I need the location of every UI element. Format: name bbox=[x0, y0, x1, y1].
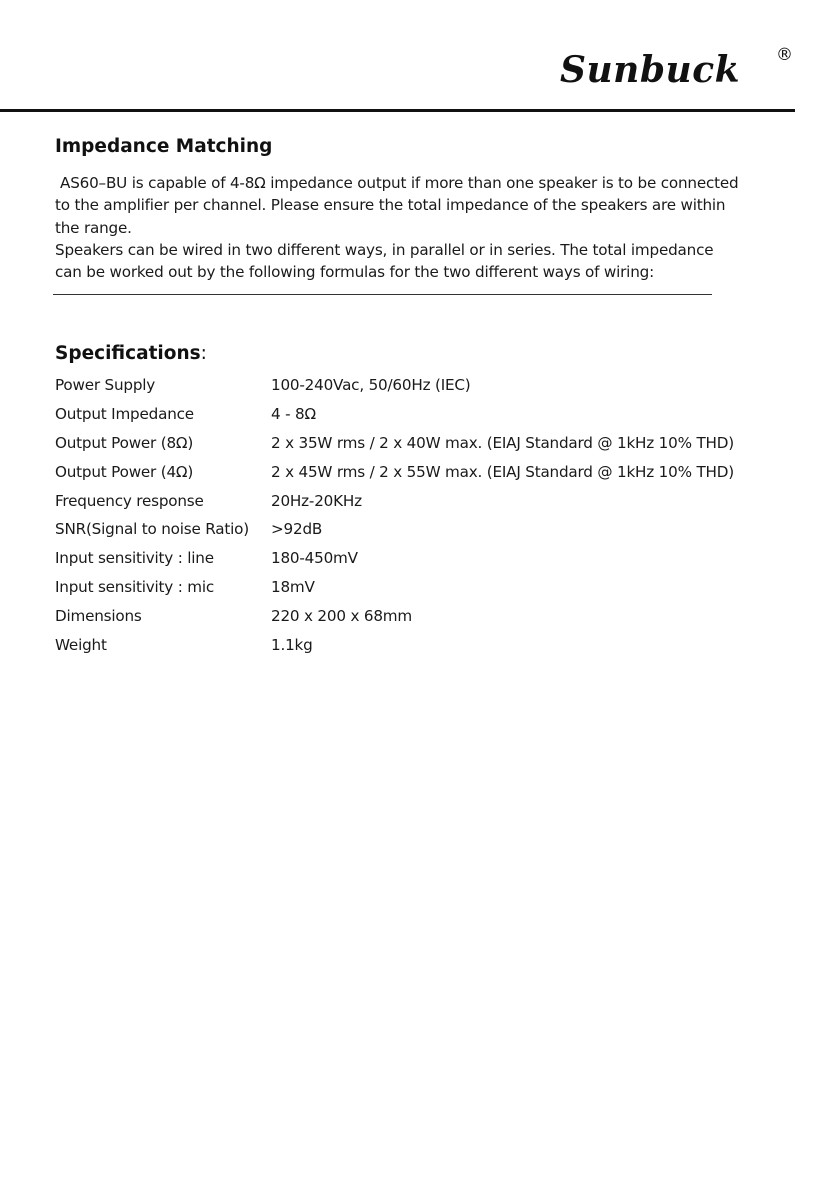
spec-label: Input sensitivity : mic bbox=[55, 578, 215, 597]
spec-value: 1.1kg bbox=[271, 636, 313, 655]
header-rule bbox=[0, 109, 795, 112]
spec-value: 180-450mV bbox=[271, 549, 358, 568]
spec-row bbox=[55, 432, 775, 461]
specifications-title-colon: : bbox=[200, 343, 207, 364]
spec-label: SNR(Signal to noise Ratio) bbox=[55, 520, 249, 539]
specifications-table bbox=[55, 374, 775, 663]
spec-row bbox=[55, 374, 775, 403]
spec-label: Dimensions bbox=[55, 607, 142, 626]
brand-logo: Sunbuck bbox=[560, 49, 741, 91]
spec-label: Output Power (8Ω) bbox=[55, 433, 194, 452]
spec-row bbox=[55, 461, 775, 490]
spec-row bbox=[55, 547, 775, 576]
paragraph-line: the range. bbox=[55, 218, 132, 237]
spec-row bbox=[55, 490, 775, 519]
registered-mark: ® bbox=[776, 45, 793, 65]
impedance-title: Impedance Matching bbox=[55, 136, 273, 157]
spec-row bbox=[55, 518, 775, 547]
spec-value: >92dB bbox=[271, 520, 323, 539]
spec-row bbox=[55, 634, 775, 663]
spec-label: Frequency response bbox=[55, 491, 204, 510]
spec-label: Output Power (4Ω) bbox=[55, 462, 194, 481]
spec-value: 100-240Vac, 50/60Hz (IEC) bbox=[271, 376, 471, 394]
spec-value: 220 x 200 x 68mm bbox=[271, 607, 412, 626]
spec-label: Output Impedance bbox=[55, 404, 194, 423]
impedance-paragraph bbox=[55, 172, 785, 283]
spec-label: Input sensitivity : line bbox=[55, 549, 214, 568]
spec-value: 20Hz-20KHz bbox=[271, 491, 362, 510]
paragraph-line: Speakers can be wired in two different ways, in parallel or in series. The total impedance bbox=[55, 240, 714, 259]
spec-row bbox=[55, 403, 775, 432]
spec-row bbox=[55, 576, 775, 605]
specifications-title bbox=[55, 345, 207, 364]
paragraph-line: can be worked out by the following formulas for the two different ways of wiring: bbox=[55, 263, 654, 282]
paragraph-line: to the amplifier per channel. Please ensure the total impedance of the speakers are within bbox=[55, 196, 726, 215]
specifications-title-text: Specifications bbox=[55, 343, 201, 364]
spec-label: Power Supply bbox=[55, 376, 156, 394]
spec-value: 4 - 8Ω bbox=[271, 404, 316, 423]
spec-value: 2 x 35W rms / 2 x 40W max. (EIAJ Standard @ 1kHz 10% THD) bbox=[271, 433, 734, 452]
spec-label: Weight bbox=[55, 636, 107, 655]
spec-value: 2 x 45W rms / 2 x 55W max. (EIAJ Standard @ 1kHz 10% THD) bbox=[271, 462, 734, 481]
paragraph-line: AS60–BU is capable of 4-8Ω impedance output if more than one speaker is to be connected bbox=[60, 174, 739, 192]
section-divider bbox=[53, 294, 712, 295]
spec-value: 18mV bbox=[271, 578, 315, 597]
spec-row bbox=[55, 605, 775, 634]
